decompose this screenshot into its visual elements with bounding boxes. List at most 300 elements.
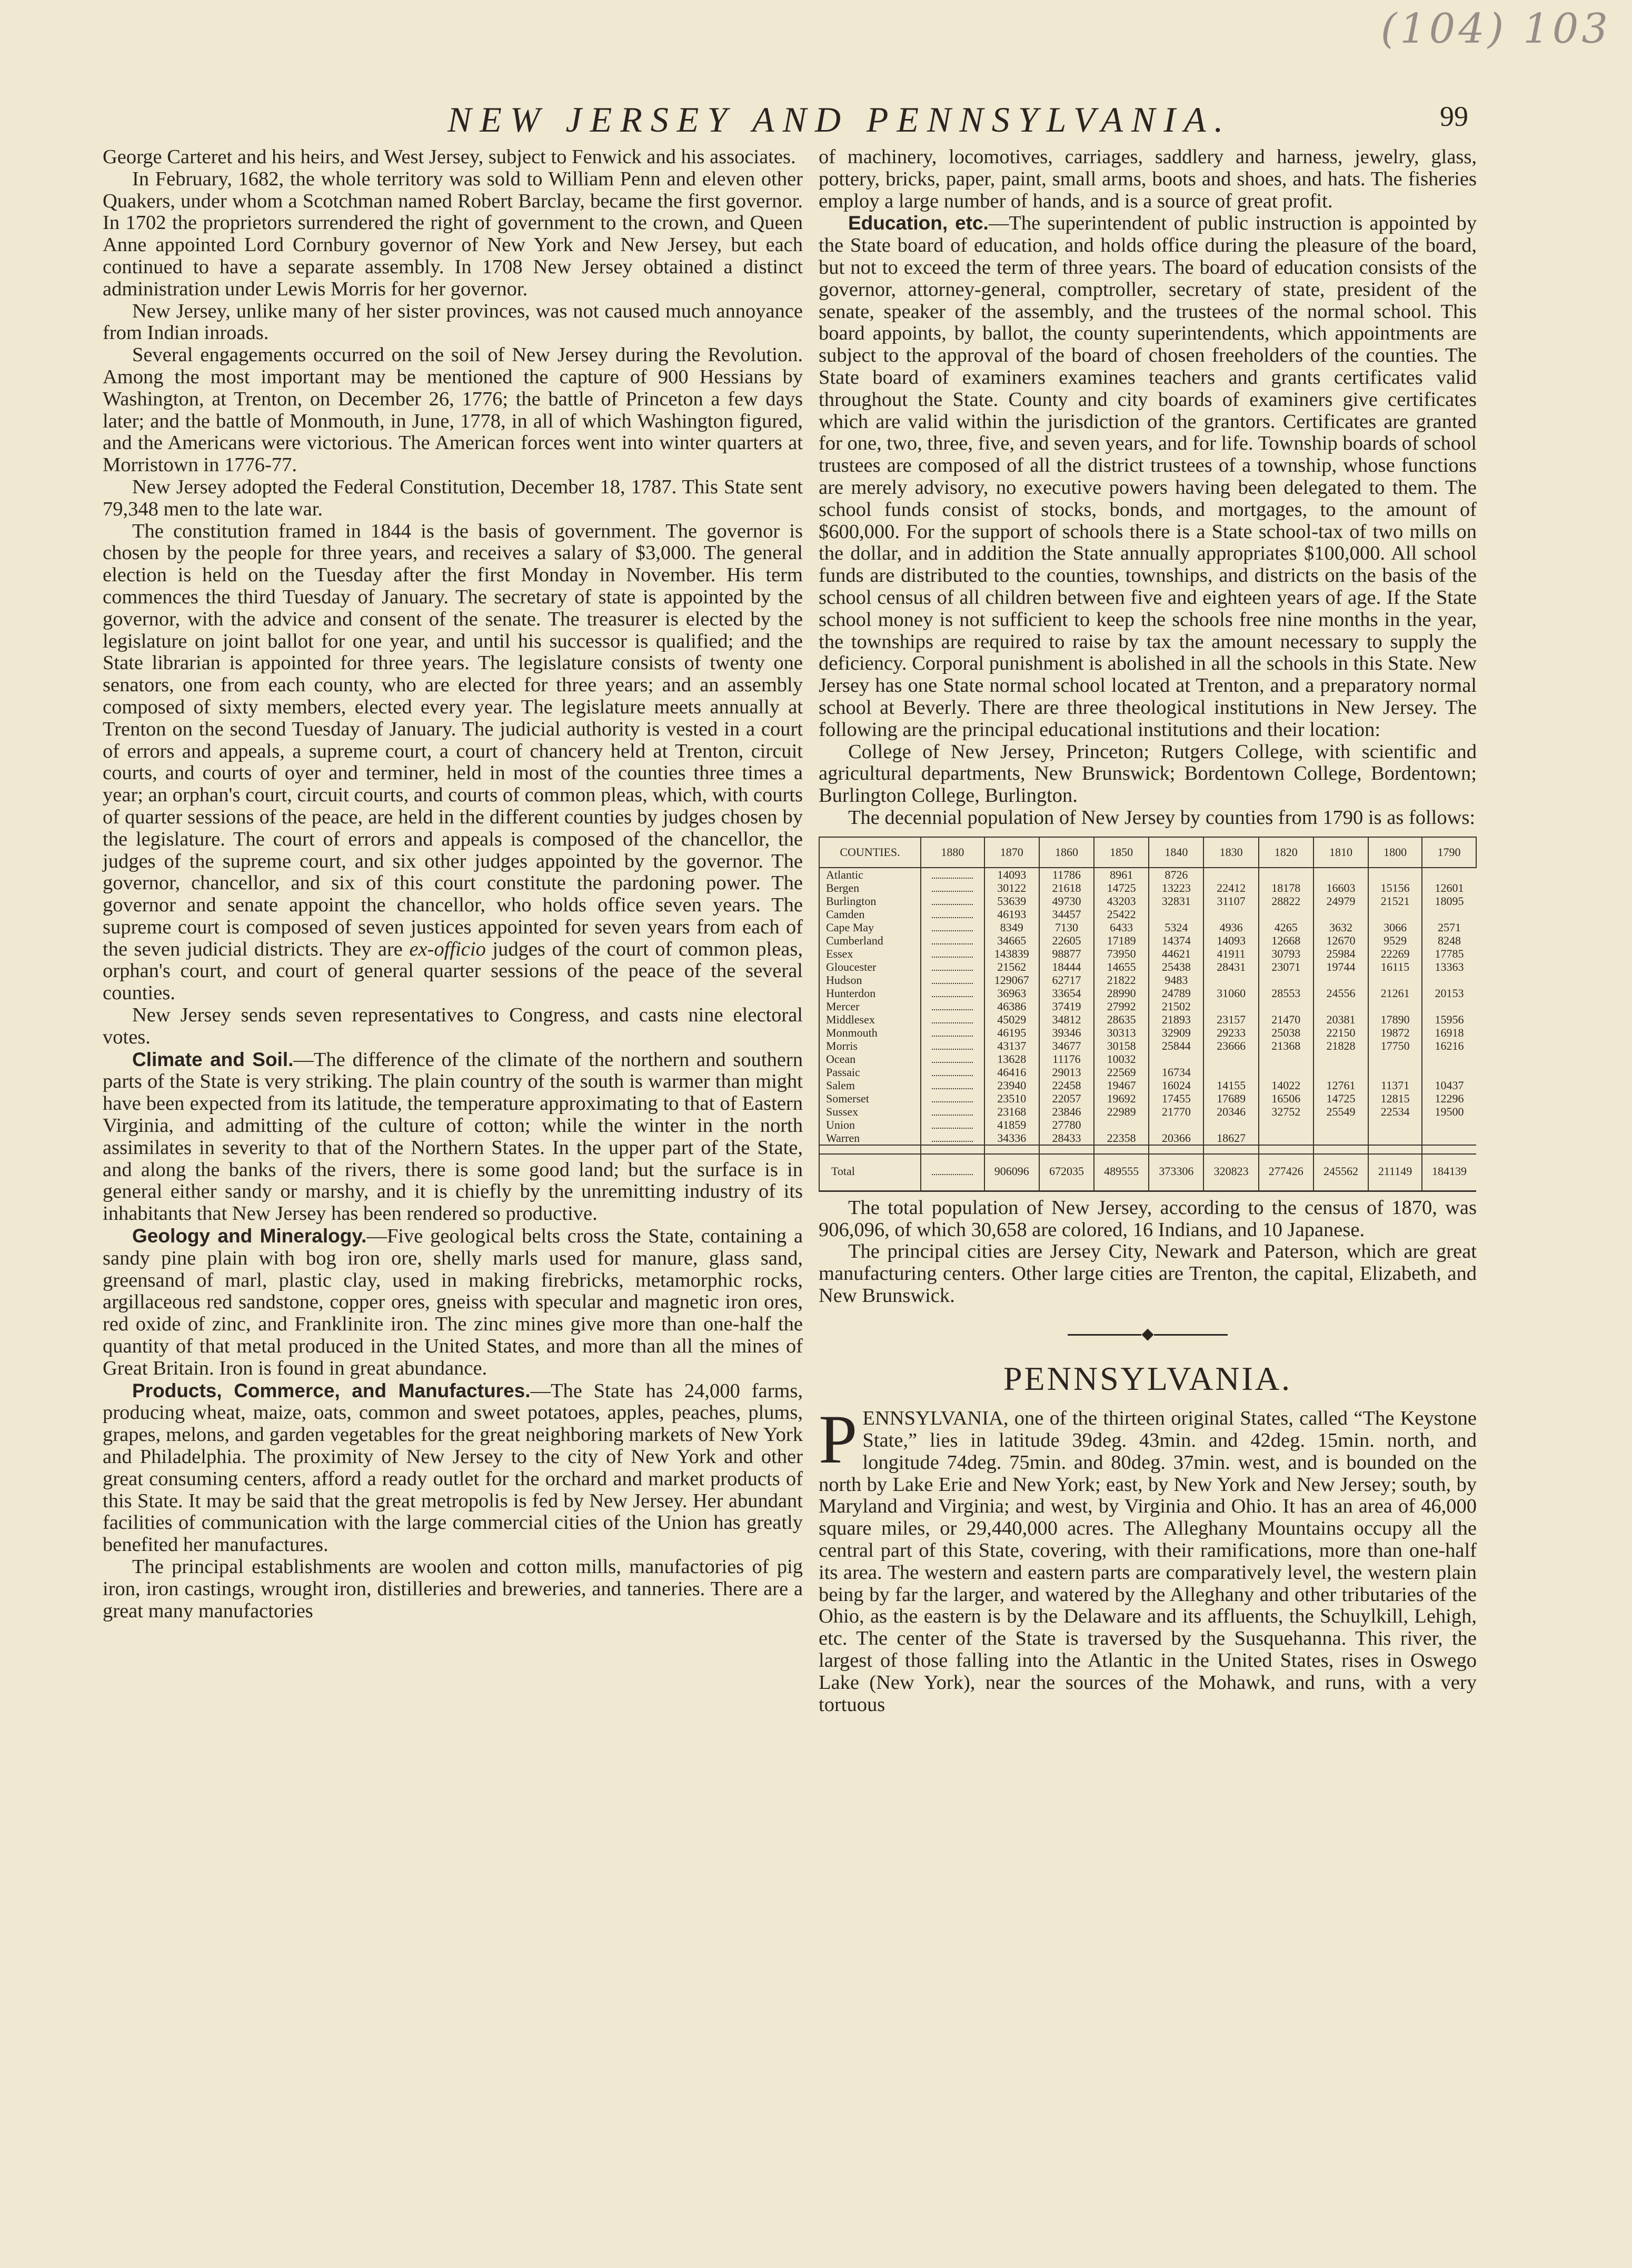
text-run: —The State has 24,000 farms, producing wheat, maize, oats, common and sweet potatoes, apples, peaches, plums, grapes, melons, and garden vegetables for the great neighboring markets of New York and Philadelphia. The proximity of New Jersey to the city of New York and other great consuming centers, afford a ready outlet for the orchard and market products of this State. It may be said that the great metropolis is fed by New Jersey. Her abundant facilities of communication with the large commercial cities of the Union has greatly benefited her manufactures. xyxy=(103,1379,803,1556)
population-cell: 17689 xyxy=(1203,1092,1258,1105)
population-cell: 30313 xyxy=(1094,1026,1149,1039)
population-cell: 28990 xyxy=(1094,987,1149,1000)
population-cell: 8248 xyxy=(1422,934,1476,947)
population-cell: 10437 xyxy=(1422,1079,1476,1092)
population-cell: 25549 xyxy=(1313,1105,1368,1118)
population-cell: 41859 xyxy=(984,1118,1039,1131)
population-cell: 28553 xyxy=(1259,987,1313,1000)
table-row xyxy=(819,1039,1476,1052)
county-name: Cape May xyxy=(819,921,921,934)
population-cell xyxy=(921,960,984,973)
population-cell: 22605 xyxy=(1039,934,1094,947)
population-cell: 21521 xyxy=(1368,894,1422,908)
population-cell: 16506 xyxy=(1259,1092,1313,1105)
population-cell xyxy=(921,1026,984,1039)
section-heading-products: Products, Commerce, and Manufactures. xyxy=(132,1379,531,1401)
population-cell: 17750 xyxy=(1368,1039,1422,1052)
population-cell: 25038 xyxy=(1259,1026,1313,1039)
population-cell: 19744 xyxy=(1313,960,1368,973)
county-name: Camden xyxy=(819,908,921,921)
population-cell xyxy=(921,934,984,947)
population-cell: 33654 xyxy=(1039,987,1094,1000)
population-cell xyxy=(1259,868,1313,881)
column-header: 1880 xyxy=(921,837,984,868)
table-row xyxy=(819,881,1476,894)
population-cell xyxy=(921,1000,984,1013)
population-cell: 22412 xyxy=(1203,881,1258,894)
population-cell: 12815 xyxy=(1368,1092,1422,1105)
population-cell: 9483 xyxy=(1149,973,1203,987)
population-cell: 3066 xyxy=(1368,921,1422,934)
population-cell: 20366 xyxy=(1149,1131,1203,1145)
population-cell xyxy=(921,1066,984,1079)
population-cell: 129067 xyxy=(984,973,1039,987)
table-row xyxy=(819,1105,1476,1118)
population-cell: 21470 xyxy=(1259,1013,1313,1026)
population-cell xyxy=(1368,1066,1422,1079)
population-cell xyxy=(1422,1066,1476,1079)
paragraph: New Jersey, unlike many of her sister provinces, was not caused much annoyance from Indian inroads. xyxy=(103,300,803,344)
population-cell xyxy=(1368,868,1422,881)
population-cell: 34665 xyxy=(984,934,1039,947)
population-cell: 22269 xyxy=(1368,947,1422,960)
text-run: —The difference of the climate of the northern and southern parts of the State is very striking. The plain country of the south is warmer than might have been expected from its latitude, the temperature approximating to that of Eastern Virginia, and admitting of the culture of cotton; while the winter in the north assimilates in severity to that of the Northern States. In the upper part of the State, and along the banks of the rivers, there is some good land; but the surface is in general either sandy or marshy, and it is chiefly by the unremitting industry of its inhabitants that New Jersey has been rendered so productive. xyxy=(103,1048,803,1225)
population-cell: 24979 xyxy=(1313,894,1368,908)
population-cell xyxy=(921,1105,984,1118)
table-row xyxy=(819,1052,1476,1066)
population-cell: 25438 xyxy=(1149,960,1203,973)
left-column xyxy=(103,146,803,1622)
population-cell xyxy=(1259,908,1313,921)
population-cell: 30793 xyxy=(1259,947,1313,960)
population-cell: 20346 xyxy=(1203,1105,1258,1118)
population-cell xyxy=(1422,868,1476,881)
population-cell: 2571 xyxy=(1422,921,1476,934)
population-cell: 19692 xyxy=(1094,1092,1149,1105)
population-cell: 14155 xyxy=(1203,1079,1258,1092)
population-cell: 23666 xyxy=(1203,1039,1258,1052)
population-cell xyxy=(1368,1131,1422,1145)
population-cell xyxy=(1422,1052,1476,1066)
population-cell: 19500 xyxy=(1422,1105,1476,1118)
table-row xyxy=(819,1026,1476,1039)
population-cell: 18444 xyxy=(1039,960,1094,973)
population-cell: 32752 xyxy=(1259,1105,1313,1118)
population-cell: 21368 xyxy=(1259,1039,1313,1052)
paragraph xyxy=(103,521,803,1005)
population-cell: 23157 xyxy=(1203,1013,1258,1026)
county-name: Bergen xyxy=(819,881,921,894)
population-cell xyxy=(921,881,984,894)
population-cell: 16918 xyxy=(1422,1026,1476,1039)
column-header: 1830 xyxy=(1203,837,1258,868)
population-cell: 18627 xyxy=(1203,1131,1258,1145)
total-cell: 672035 xyxy=(1039,1154,1094,1191)
population-cell: 16603 xyxy=(1313,881,1368,894)
population-cell xyxy=(1368,908,1422,921)
population-table xyxy=(819,837,1477,1192)
population-cell: 29233 xyxy=(1203,1026,1258,1039)
population-cell xyxy=(1203,1118,1258,1131)
column-header: 1860 xyxy=(1039,837,1094,868)
population-cell: 30122 xyxy=(984,881,1039,894)
population-cell xyxy=(1149,1052,1203,1066)
pennsylvania-title: PENNSYLVANIA. xyxy=(1003,1360,1292,1398)
population-cell: 46416 xyxy=(984,1066,1039,1079)
population-cell: 11176 xyxy=(1039,1052,1094,1066)
table-row xyxy=(819,908,1476,921)
table-row xyxy=(819,987,1476,1000)
paragraph xyxy=(103,1225,803,1380)
population-cell xyxy=(921,1079,984,1092)
population-cell: 15956 xyxy=(1422,1013,1476,1026)
table-total-row xyxy=(819,1154,1476,1191)
population-cell xyxy=(1259,1052,1313,1066)
population-cell xyxy=(1422,1131,1476,1145)
population-cell xyxy=(1313,1118,1368,1131)
population-cell xyxy=(921,1052,984,1066)
population-cell: 27780 xyxy=(1039,1118,1094,1131)
population-cell: 21770 xyxy=(1149,1105,1203,1118)
table-row xyxy=(819,894,1476,908)
population-cell: 24789 xyxy=(1149,987,1203,1000)
population-cell: 13223 xyxy=(1149,881,1203,894)
population-cell: 27992 xyxy=(1094,1000,1149,1013)
population-cell: 25984 xyxy=(1313,947,1368,960)
population-cell: 3632 xyxy=(1313,921,1368,934)
county-name: Hunterdon xyxy=(819,987,921,1000)
population-cell xyxy=(1203,908,1258,921)
drop-cap: P xyxy=(819,1400,858,1478)
table-row xyxy=(819,868,1476,881)
population-cell xyxy=(1203,973,1258,987)
population-cell xyxy=(921,1118,984,1131)
population-cell: 49730 xyxy=(1039,894,1094,908)
population-cell: 23168 xyxy=(984,1105,1039,1118)
population-cell xyxy=(1368,1118,1422,1131)
column-header: 1870 xyxy=(984,837,1039,868)
population-cell: 4936 xyxy=(1203,921,1258,934)
table-row xyxy=(819,1079,1476,1092)
population-cell: 46193 xyxy=(984,908,1039,921)
paragraph: In February, 1682, the whole territory was sold to William Penn and eleven other Quakers, under whom a Scotchman named Robert Barclay, became the first governor. In 1702 the proprietors surrendered the right of government to the crown, and Queen Anne appointed Lord Cornbury governor of New York and New Jersey, but each continued to have a separate assembly. In 1708 New Jersey obtained a distinct administration under Lewis Morris for her governor. xyxy=(103,167,803,300)
population-cell: 43203 xyxy=(1094,894,1149,908)
population-cell xyxy=(921,973,984,987)
total-cell: 211149 xyxy=(1368,1154,1422,1191)
population-cell: 16024 xyxy=(1149,1079,1203,1092)
table-row xyxy=(819,1013,1476,1026)
population-cell: 21618 xyxy=(1039,881,1094,894)
population-cell: 34677 xyxy=(1039,1039,1094,1052)
population-cell xyxy=(921,947,984,960)
population-cell: 5324 xyxy=(1149,921,1203,934)
population-cell xyxy=(1203,1052,1258,1066)
population-cell: 23846 xyxy=(1039,1105,1094,1118)
total-cell: 373306 xyxy=(1149,1154,1203,1191)
total-cell: 184139 xyxy=(1422,1154,1476,1191)
population-cell: 19467 xyxy=(1094,1079,1149,1092)
paragraph xyxy=(819,1400,1477,1716)
population-cell: 13628 xyxy=(984,1052,1039,1066)
county-name: Atlantic xyxy=(819,868,921,881)
population-cell: 8961 xyxy=(1094,868,1149,881)
county-name: Hudson xyxy=(819,973,921,987)
population-cell: 22057 xyxy=(1039,1092,1094,1105)
total-cell: 245562 xyxy=(1313,1154,1368,1191)
population-cell: 17189 xyxy=(1094,934,1149,947)
table-row xyxy=(819,1092,1476,1105)
paragraph: George Carteret and his heirs, and West Jersey, subject to Fenwick and his associates. xyxy=(103,146,796,168)
population-cell: 20153 xyxy=(1422,987,1476,1000)
paragraph: of machinery, locomotives, carriages, saddlery and harness, jewelry, glass, pottery, bricks, paper, paint, small arms, boots and shoes, and hats. The fisheries employ a large number of hands, and is a source of great profit. xyxy=(819,146,1477,212)
population-cell xyxy=(1368,973,1422,987)
population-cell: 22534 xyxy=(1368,1105,1422,1118)
population-cell xyxy=(1259,973,1313,987)
county-name: Cumberland xyxy=(819,934,921,947)
population-cell: 14093 xyxy=(984,868,1039,881)
population-cell: 21562 xyxy=(984,960,1039,973)
population-cell xyxy=(1368,1000,1422,1013)
population-cell: 24556 xyxy=(1313,987,1368,1000)
population-cell: 8726 xyxy=(1149,868,1203,881)
paragraph: New Jersey sends seven representatives to Congress, and casts nine electoral votes. xyxy=(103,1004,803,1048)
column-header: 1810 xyxy=(1313,837,1368,868)
county-name: Passaic xyxy=(819,1066,921,1079)
population-cell: 8349 xyxy=(984,921,1039,934)
paragraph: The total population of New Jersey, according to the census of 1870, was 906,096, of which 30,658 are colored, 16 Indians, and 10 Japanese. xyxy=(819,1196,1477,1241)
population-cell xyxy=(1422,908,1476,921)
table-header-row xyxy=(819,837,1476,868)
population-cell: 21502 xyxy=(1149,1000,1203,1013)
population-cell: 23510 xyxy=(984,1092,1039,1105)
column-header: 1840 xyxy=(1149,837,1203,868)
section-heading-geology: Geology and Mineralogy. xyxy=(132,1225,367,1247)
population-cell xyxy=(1259,1118,1313,1131)
population-cell: 31107 xyxy=(1203,894,1258,908)
population-cell xyxy=(921,921,984,934)
total-label: Total xyxy=(819,1154,921,1191)
section-heading-education: Education, etc. xyxy=(848,212,989,234)
population-cell: 21828 xyxy=(1313,1039,1368,1052)
population-cell: 34812 xyxy=(1039,1013,1094,1026)
paragraph: The decennial population of New Jersey by counties from 1790 is as follows: xyxy=(848,806,1476,829)
county-name: Gloucester xyxy=(819,960,921,973)
population-cell xyxy=(1203,868,1258,881)
italic-term: ex-officio xyxy=(409,938,486,960)
population-cell: 17455 xyxy=(1149,1092,1203,1105)
column-header: 1850 xyxy=(1094,837,1149,868)
population-cell: 11371 xyxy=(1368,1079,1422,1092)
population-cell: 53639 xyxy=(984,894,1039,908)
total-cell: 489555 xyxy=(1094,1154,1149,1191)
population-cell xyxy=(1422,1000,1476,1013)
population-cell: 31060 xyxy=(1203,987,1258,1000)
population-cell: 41911 xyxy=(1203,947,1258,960)
text-run: judges of the court of common pleas, orphan's court, and court of general quarter sessions of the peace of the several counties. xyxy=(103,938,803,1004)
population-cell xyxy=(921,987,984,1000)
population-cell: 44621 xyxy=(1149,947,1203,960)
right-column xyxy=(819,146,1477,1716)
population-cell: 20381 xyxy=(1313,1013,1368,1026)
population-cell: 15156 xyxy=(1368,881,1422,894)
population-cell: 22989 xyxy=(1094,1105,1149,1118)
pencil-page-note: (104) 103 xyxy=(1380,5,1611,53)
population-cell: 19872 xyxy=(1368,1026,1422,1039)
county-name: Essex xyxy=(819,947,921,960)
population-cell: 14655 xyxy=(1094,960,1149,973)
paragraph: Several engagements occurred on the soil of New Jersey during the Revolution. Among the most important may be mentioned the capture of 900 Hessians by Washington, at Trenton, on December 26, 1776; the battle of Princeton a few days later; and the battle of Monmouth, in June, 1778, in all of which Washington figured, and the Americans were victorious. The American forces went into winter quarters at Morristown in 1776-77. xyxy=(103,344,803,476)
paragraph: The principal establishments are woolen and cotton mills, manufactories of pig iron, iron castings, wrought iron, distilleries and breweries, and tanneries. There are a great many manufactories xyxy=(103,1556,803,1622)
population-cell: 23071 xyxy=(1259,960,1313,973)
population-cell xyxy=(1368,1052,1422,1066)
section-ornament: ◆ xyxy=(819,1323,1477,1345)
population-cell: 12668 xyxy=(1259,934,1313,947)
table-row xyxy=(819,934,1476,947)
population-cell xyxy=(921,1013,984,1026)
paragraph: College of New Jersey, Princeton; Rutgers College, with scientific and agricultural departments, New Brunswick; Bordentown College, Bordentown; Burlington College, Burlington. xyxy=(819,740,1477,807)
column-header: 1790 xyxy=(1422,837,1476,868)
population-cell xyxy=(1313,1000,1368,1013)
table-row xyxy=(819,1118,1476,1131)
text-run: —The superintendent of public instruction is appointed by the State board of education, and holds office during the pleasure of the board, but not to exceed the term of three years. The board of education consists of the governor, attorney-general, comptroller, secretary of state, president of the senate, speaker of the assembly, and the trustees of the normal school. This board appoints, by ballot, the county superintendents, which appointments are subject to the approval of the board of chosen freeholders of the counties. The State board of examiners examines teachers and grants certificates valid throughout the State. County and city boards of examiners give certificates which are valid within the jurisdiction of the grantors. Certificates are granted for one, two, three, five, and seven years, and for life. Township boards of school trustees are composed of all the district trustees of a township, whose functions are merely advisory, no executive powers having been delegated to them. The school funds consist of stocks, bonds, and mortgages, to the amount of $600,000. For the support of schools there is a State school-tax of two mills on the dollar, and in addition the State annually appropriates $100,000. All school funds are distributed to the counties, townships, and districts on the basis of the school census of all children between five and eighteen years of age. If the State school money is not sufficient to keep the schools free nine months in the year, the townships are required to raise by tax the amount necessary to supply the deficiency. Corporal punishment is abolished in all the schools in this State. New Jersey has one State normal school located at Trenton, and a preparatory normal school at Beverly. There are three theological institutions in New Jersey. The following are the principal educational institutions and their location: xyxy=(819,212,1477,741)
population-cell: 22569 xyxy=(1094,1066,1149,1079)
county-name: Ocean xyxy=(819,1052,921,1066)
population-cell: 73950 xyxy=(1094,947,1149,960)
total-cell: 320823 xyxy=(1203,1154,1258,1191)
county-name: Morris xyxy=(819,1039,921,1052)
population-cell: 46386 xyxy=(984,1000,1039,1013)
population-cell: 11786 xyxy=(1039,868,1094,881)
total-cell: 277426 xyxy=(1259,1154,1313,1191)
population-cell: 29013 xyxy=(1039,1066,1094,1079)
paragraph xyxy=(103,1380,803,1556)
population-cell: 14022 xyxy=(1259,1079,1313,1092)
population-cell: 14725 xyxy=(1313,1092,1368,1105)
population-cell: 21261 xyxy=(1368,987,1422,1000)
population-cell: 39346 xyxy=(1039,1026,1094,1039)
population-cell: 12601 xyxy=(1422,881,1476,894)
page-number: 99 xyxy=(1440,101,1468,132)
population-cell: 14725 xyxy=(1094,881,1149,894)
total-cell: 906096 xyxy=(984,1154,1039,1191)
population-cell xyxy=(1149,1118,1203,1131)
population-cell: 28431 xyxy=(1203,960,1258,973)
population-cell: 14093 xyxy=(1203,934,1258,947)
population-cell: 28822 xyxy=(1259,894,1313,908)
population-cell: 12296 xyxy=(1422,1092,1476,1105)
population-cell: 22358 xyxy=(1094,1131,1149,1145)
population-cell: 16216 xyxy=(1422,1039,1476,1052)
population-cell: 22458 xyxy=(1039,1079,1094,1092)
population-cell xyxy=(921,908,984,921)
county-name: Somerset xyxy=(819,1092,921,1105)
table-row xyxy=(819,1131,1476,1145)
population-cell: 28635 xyxy=(1094,1013,1149,1026)
running-head: NEW JERSEY AND PENNSYLVANIA. xyxy=(447,100,1232,140)
paragraph xyxy=(819,212,1477,741)
population-cell xyxy=(1259,1131,1313,1145)
population-cell: 36963 xyxy=(984,987,1039,1000)
paragraph: New Jersey adopted the Federal Constitution, December 18, 1787. This State sent 79,348 men to the late war. xyxy=(103,475,803,520)
population-cell: 30158 xyxy=(1094,1039,1149,1052)
table-row xyxy=(819,1066,1476,1079)
county-name: Middlesex xyxy=(819,1013,921,1026)
population-cell: 25422 xyxy=(1094,908,1149,921)
total-cell xyxy=(921,1154,984,1191)
column-header: 1820 xyxy=(1259,837,1313,868)
population-cell: 14374 xyxy=(1149,934,1203,947)
population-cell xyxy=(921,894,984,908)
population-cell xyxy=(1313,868,1368,881)
population-cell: 43137 xyxy=(984,1039,1039,1052)
population-cell: 10032 xyxy=(1094,1052,1149,1066)
population-cell xyxy=(1422,973,1476,987)
table-row xyxy=(819,921,1476,934)
population-cell xyxy=(1313,973,1368,987)
population-cell: 62717 xyxy=(1039,973,1094,987)
population-cell: 12761 xyxy=(1313,1079,1368,1092)
table-row xyxy=(819,960,1476,973)
population-cell xyxy=(1313,1131,1368,1145)
text-run: The constitution framed in 1844 is the basis of government. The governor is chosen by the people for three years, and receives a salary of $3,000. The general election is held on the Tuesday after the first Monday in November. His term commences the third Tuesday of January. The secretary of state is appointed by the governor, with the advice and consent of the senate. The treasurer is elected by the legislature on joint ballot for one year, and until his successor is qualified; and the State librarian is appointed for three years. The legislature consists of twenty one senators, one from each county, who are elected for three years; and an assembly composed of sixty members, elected every year. The legislature meets annually at Trenton on the second Tuesday of January. The judicial authority is vested in a court of errors and appeals, a supreme court, a court of chancery held at Trenton, circuit courts, and courts of oyer and terminer, held in most of the counties three times a year; an orphan's court, circuit courts, and courts of common pleas, which, with courts of quarter sessions of the peace, are held in the different counties by judges chosen by the legislature. The court of errors and appeals is composed of the chancellor, the judges of the supreme court, and six other judges appointed by the governor. The governor, chancellor, and six of this court constitute the pardoning power. The governor and senate appoint the chancellor, who holds office seven years. The supreme court is composed of seven justices appointed for seven years from each of the seven judicial districts. They are xyxy=(103,520,803,960)
county-name: Monmouth xyxy=(819,1026,921,1039)
county-name: Sussex xyxy=(819,1105,921,1118)
population-cell: 98877 xyxy=(1039,947,1094,960)
column-header: COUNTIES. xyxy=(819,837,921,868)
population-cell xyxy=(1149,908,1203,921)
table-row xyxy=(819,947,1476,960)
table-row xyxy=(819,973,1476,987)
population-cell: 143839 xyxy=(984,947,1039,960)
population-cell xyxy=(1313,1066,1368,1079)
population-cell: 21893 xyxy=(1149,1013,1203,1026)
section-heading-climate: Climate and Soil. xyxy=(132,1048,294,1070)
population-cell xyxy=(921,868,984,881)
population-cell: 28433 xyxy=(1039,1131,1094,1145)
population-cell xyxy=(921,1092,984,1105)
population-cell: 21822 xyxy=(1094,973,1149,987)
paragraph: The principal cities are Jersey City, Newark and Paterson, which are great manufacturing centers. Other large cities are Trenton, the capital, Elizabeth, and New Brunswick. xyxy=(819,1240,1477,1307)
population-cell: 34457 xyxy=(1039,908,1094,921)
population-cell: 12670 xyxy=(1313,934,1368,947)
population-cell xyxy=(1203,1066,1258,1079)
population-cell: 4265 xyxy=(1259,921,1313,934)
paragraph xyxy=(103,1049,803,1225)
population-cell: 22150 xyxy=(1313,1026,1368,1039)
county-name: Union xyxy=(819,1118,921,1131)
population-cell: 37419 xyxy=(1039,1000,1094,1013)
population-cell xyxy=(921,1131,984,1145)
population-cell: 18178 xyxy=(1259,881,1313,894)
population-cell xyxy=(1259,1066,1313,1079)
population-cell: 13363 xyxy=(1422,960,1476,973)
population-cell: 34336 xyxy=(984,1131,1039,1145)
population-cell: 7130 xyxy=(1039,921,1094,934)
population-cell xyxy=(1313,908,1368,921)
population-cell xyxy=(1094,1118,1149,1131)
population-cell: 45029 xyxy=(984,1013,1039,1026)
population-cell xyxy=(1422,1118,1476,1131)
county-name: Salem xyxy=(819,1079,921,1092)
population-cell: 18095 xyxy=(1422,894,1476,908)
population-cell: 16115 xyxy=(1368,960,1422,973)
population-cell: 23940 xyxy=(984,1079,1039,1092)
population-cell xyxy=(1313,1052,1368,1066)
population-cell xyxy=(1259,1000,1313,1013)
table-row xyxy=(819,1000,1476,1013)
column-header: 1800 xyxy=(1368,837,1422,868)
population-cell: 25844 xyxy=(1149,1039,1203,1052)
